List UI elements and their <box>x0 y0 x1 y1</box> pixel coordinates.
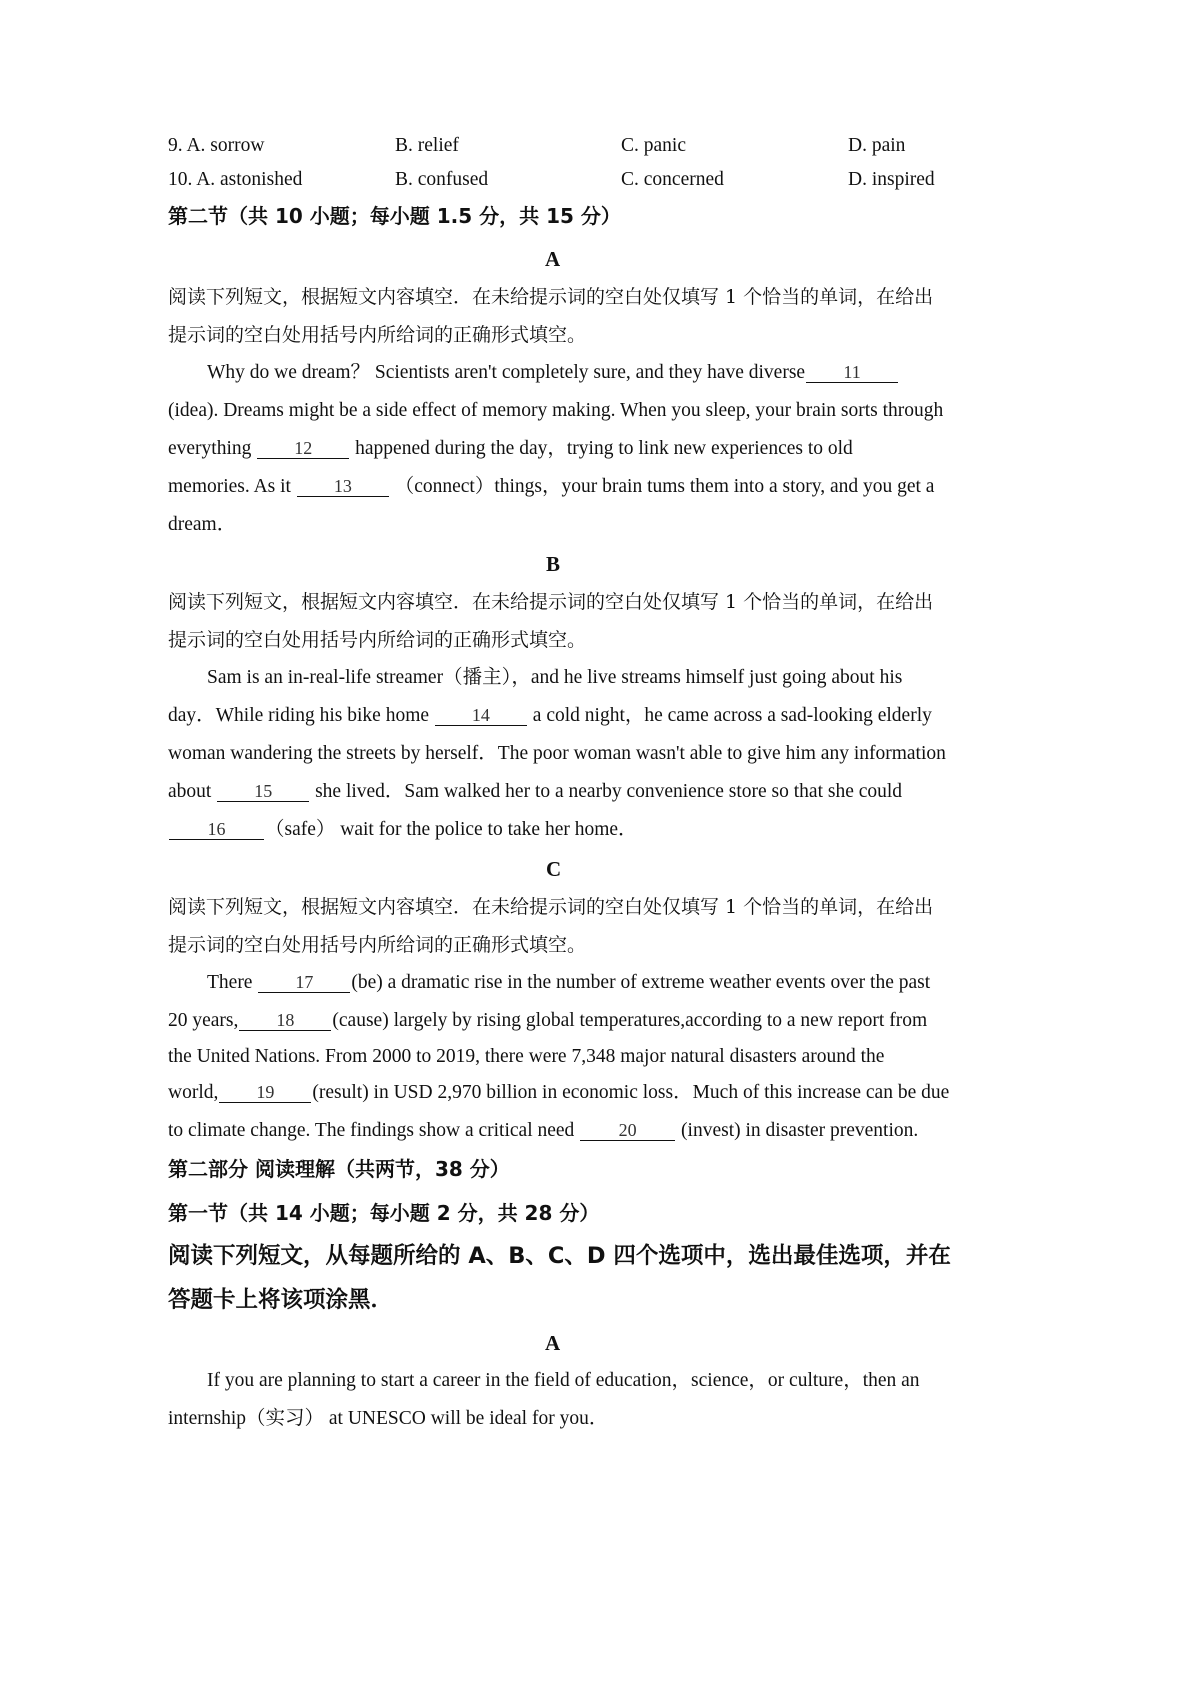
text: (result) in USD 2,970 billion in economic loss．Much of this increase can be due <box>312 1082 950 1103</box>
text: to climate change. The findings show a critical need <box>168 1120 575 1141</box>
blank-14[interactable]: 14 <box>435 706 527 726</box>
reading-passage-line-1: If you are planning to start a career in the field of education，science，or culture，then an <box>207 1370 920 1391</box>
passage-letter: A <box>545 247 561 271</box>
question-number: 9. <box>168 135 183 156</box>
instruction-line: 阅读下列短文，根据短文内容填空．在未给提示词的空白处仅填写 1 个恰当的单词，在给出 <box>168 591 934 613</box>
passage-b-line-1: Sam is an in-real-life streamer（播主），and he live streams himself just going about his <box>207 667 903 688</box>
passage-letter: B <box>546 552 561 576</box>
instruction-line: 提示词的空白处用括号内所给词的正确形式填空。 <box>168 324 587 346</box>
passage-c-line-1 <box>207 971 930 995</box>
option-c: C. panic <box>621 135 686 156</box>
text: day．While riding his bike home <box>168 705 430 726</box>
option-c: C. concerned <box>621 169 724 190</box>
section-heading: 第二节（共 10 小题；每小题 1.5 分，共 15 分） <box>168 204 621 228</box>
text: (be) a dramatic rise in the number of extreme weather events over the past <box>351 972 931 993</box>
passage-c-line-4 <box>168 1081 949 1105</box>
option-d: D. pain <box>848 135 906 156</box>
text: a cold night，he came across a sad-looking elderly <box>532 705 932 726</box>
section-heading: 第一节（共 14 小题；每小题 2 分，共 28 分） <box>168 1201 600 1225</box>
option-a: A. astonished <box>196 169 303 190</box>
text: everything <box>168 438 252 459</box>
text: she lived．Sam walked her to a nearby convenience store so that she could <box>315 781 903 802</box>
passage-letter: A <box>545 1331 561 1355</box>
text: （safe） wait for the police to take her home． <box>265 819 638 840</box>
option-a: A. sorrow <box>186 135 265 156</box>
text: happened during the day，trying to link new experiences to old <box>355 438 853 459</box>
blank-11[interactable]: 11 <box>806 363 898 383</box>
text: 20 years, <box>168 1010 239 1031</box>
text: memories. As it <box>168 476 291 497</box>
passage-a-line-2: (idea). Dreams might be a side effect of memory making. When you sleep, your brain sorts through <box>168 400 944 421</box>
instruction-line: 提示词的空白处用括号内所给词的正确形式填空。 <box>168 629 587 651</box>
option-b: B. confused <box>395 169 489 190</box>
blank-12[interactable]: 12 <box>257 439 349 459</box>
passage-a-line-5: dream． <box>168 514 237 535</box>
reading-passage-line-2: internship（实习） at UNESCO will be ideal for you． <box>168 1408 609 1429</box>
option-b: B. relief <box>395 135 459 156</box>
passage-c-line-5 <box>168 1119 918 1143</box>
instruction-line: 阅读下列短文，根据短文内容填空．在未给提示词的空白处仅填写 1 个恰当的单词，在给出 <box>168 896 934 918</box>
blank-15[interactable]: 15 <box>217 782 309 802</box>
blank-16[interactable]: 16 <box>169 820 264 840</box>
question-9-row <box>168 134 264 158</box>
instruction-line-bold: 答题卡上将该项涂黑． <box>168 1287 394 1313</box>
passage-b-line-5 <box>168 818 638 842</box>
blank-19[interactable]: 19 <box>219 1083 311 1103</box>
blank-13[interactable]: 13 <box>297 477 389 497</box>
text: about <box>168 781 212 802</box>
passage-b-line-3: woman wandering the streets by herself．The poor woman wasn't able to give him any information <box>168 743 946 764</box>
text: （connect）things，your brain tums them into a story, and you get a <box>394 476 935 497</box>
passage-a-line-4 <box>168 475 934 499</box>
instruction-line: 阅读下列短文，根据短文内容填空．在未给提示词的空白处仅填写 1 个恰当的单词，在给出 <box>168 286 934 308</box>
blank-20[interactable]: 20 <box>580 1121 675 1141</box>
passage-a-line-1 <box>207 361 899 385</box>
passage-c-line-2 <box>168 1009 927 1033</box>
passage-letter: C <box>546 857 562 881</box>
passage-c-line-3: the United Nations. From 2000 to 2019, there were 7,348 major natural disasters around the <box>168 1046 885 1067</box>
text: (invest) in disaster prevention. <box>681 1120 919 1141</box>
text: world, <box>168 1082 219 1103</box>
instruction-line-bold: 阅读下列短文，从每题所给的 A、B、C、D 四个选项中，选出最佳选项，并在 <box>168 1243 951 1269</box>
passage-a-line-3 <box>168 437 853 461</box>
option-d: D. inspired <box>848 169 935 190</box>
text: Why do we dream？ Scientists aren't completely sure, and they have diverse <box>207 362 806 383</box>
question-number: 10. <box>168 169 193 190</box>
part-heading: 第二部分 阅读理解（共两节，38 分） <box>168 1157 510 1181</box>
text: (cause) largely by rising global temperatures,according to a new report from <box>332 1010 928 1031</box>
blank-17[interactable]: 17 <box>258 973 350 993</box>
passage-b-line-2 <box>168 704 932 728</box>
blank-18[interactable]: 18 <box>239 1011 331 1031</box>
passage-b-line-4 <box>168 780 902 804</box>
instruction-line: 提示词的空白处用括号内所给词的正确形式填空。 <box>168 934 587 956</box>
text: There <box>207 972 253 993</box>
question-10-row <box>168 168 302 192</box>
